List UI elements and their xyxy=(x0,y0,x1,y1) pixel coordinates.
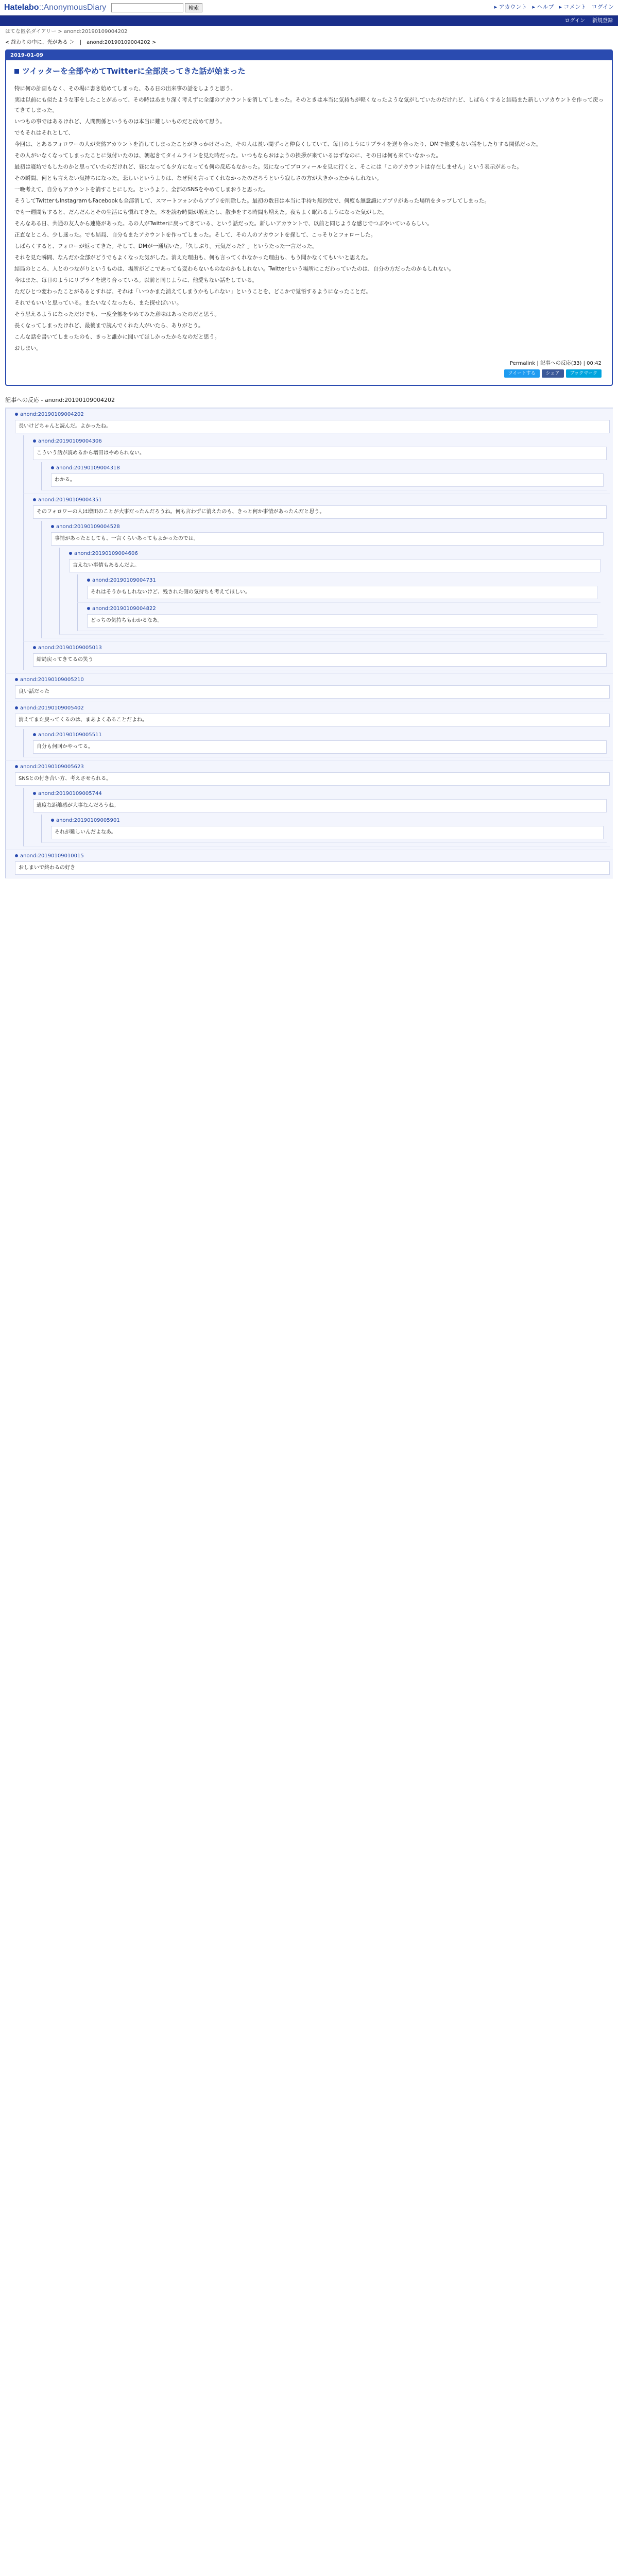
bullet-icon xyxy=(15,765,18,768)
comment-body: 適度な距離感が大事なんだろうね。 xyxy=(33,799,607,812)
comment-header xyxy=(33,437,607,445)
comment-permalink[interactable]: anond:20190109010015 xyxy=(20,853,84,859)
comment-header xyxy=(51,523,604,531)
logo-main: Hatelabo xyxy=(4,3,39,12)
comment-body: 言えない事情もあるんだよ。 xyxy=(69,559,600,572)
article-paragraph: 結局のところ、人とのつながりというものは、場所がどこであっても変わらないものなのかもしれない。Twitterという場所にこだわっていたのは、自分の方だったのかもしれない。 xyxy=(14,265,454,272)
article-paragraph: 今はまた、毎日のようにリプライを送り合っている。以前と同じように、他愛もない話をしている。 xyxy=(14,277,258,283)
comment-body: 長いけどちゃんと読んだ。よかったね。 xyxy=(15,420,610,433)
comment xyxy=(23,642,610,670)
comment xyxy=(23,729,610,757)
breadcrumb[interactable]: はてな匿名ダイアリー > anond:20190109004202 xyxy=(5,29,128,35)
bullet-icon xyxy=(87,579,90,582)
article-footer[interactable]: Permalink | 記事への反応(33) | 00:42 xyxy=(509,360,602,366)
comment xyxy=(23,788,610,846)
article-paragraph: 正直なところ、少し迷った。でも結局、自分もまたアカウントを作ってしまった。そして、その人のアカウントを探して、こっそりとフォローした。 xyxy=(14,231,376,238)
top-links xyxy=(494,3,614,12)
article xyxy=(5,49,613,386)
sub-bar xyxy=(0,15,618,26)
article-paragraph: そんなある日、共通の友人から連絡があった。あの人がTwitterに戻ってきている、という話だった。新しいアカウントで、以前と同じような感じでつぶやいているらしい。 xyxy=(14,220,433,227)
article-paragraph: 最初は寝坊でもしたのかと思っていたのだけれど、昼になっても夕方になっても何の反応もなかった。気になってプロフィールを見に行くと、そこには「このアカウントは存在しません」という表示があった。 xyxy=(14,163,522,170)
comment xyxy=(23,494,610,642)
article-title-text: ツイッターを全部やめてTwitterに全部戻ってきた話が始まった xyxy=(22,66,246,76)
article-paragraph: 今回は、とあるフォロワーの人が突然アカウントを消してしまったことがきっかけだった。その人は長い間ずっと仲良くしていて、毎日のようにリプライを送り合ったり、DMで他愛もない話をしたりする関係だった。 xyxy=(14,141,542,147)
comment-body: 消えてまた戻ってくるのは、まあよくあることだよね。 xyxy=(15,714,610,727)
toplink-comment[interactable]: ▸ コメント xyxy=(559,4,587,11)
comment-permalink[interactable]: anond:20190109005744 xyxy=(38,791,102,796)
comment xyxy=(23,435,610,494)
comment-body: 自分も何回かやってる。 xyxy=(33,740,607,754)
bullet-icon xyxy=(51,525,54,528)
comment-header xyxy=(15,676,610,684)
comment xyxy=(41,462,607,490)
comment-permalink[interactable]: anond:20190109005210 xyxy=(20,677,84,683)
comment-replies xyxy=(15,788,610,846)
bullet-icon xyxy=(87,607,90,610)
comment-header xyxy=(51,464,604,472)
top-bar xyxy=(0,0,618,15)
bullet-icon xyxy=(15,413,18,416)
comment xyxy=(5,850,613,878)
article-paragraph: 一晩考えて、自分もアカウントを消すことにした。というより、全部のSNSをやめてしまおうと思った。 xyxy=(14,186,269,193)
prev-next-nav[interactable]: < 終わりの中に、光がある ＞ | anond:20190109004202 > xyxy=(5,40,157,45)
logo-sub: ::AnonymousDiary xyxy=(39,3,107,12)
comment-permalink[interactable]: anond:20190109005402 xyxy=(20,705,84,711)
article-paragraph: その人がいなくなってしまったことに気付いたのは、朝起きてタイムラインを見た時だった。いつもならおはようの挨拶が来ているはずなのに、その日は何も来ていなかった。 xyxy=(14,152,441,159)
comment-body: おしまいで終わるの好き xyxy=(15,861,610,875)
comment xyxy=(5,761,613,850)
comment xyxy=(5,702,613,761)
comment-replies xyxy=(33,521,607,638)
comment-header xyxy=(33,496,607,504)
article-paragraph: そうしてTwitterもInstagramもFacebookも全部消して、スマートフォンからアプリを削除した。最初の数日は本当に手持ち無沙汰で、何度も無意識にアプリがあった場所をタップしてしまった。 xyxy=(14,197,490,204)
comment-permalink[interactable]: anond:20190109004606 xyxy=(74,551,138,556)
article-paragraph: それを見た瞬間、なんだか全部がどうでもよくなった気がした。消えた理由も、何も言ってくれなかった理由も、もう聞かなくてもいいと思えた。 xyxy=(14,254,371,261)
comment xyxy=(41,521,607,638)
comment-permalink[interactable]: anond:20190109004822 xyxy=(92,606,156,612)
comment-header xyxy=(15,704,610,712)
comment-permalink[interactable]: anond:20190109004731 xyxy=(92,578,156,583)
comment-permalink[interactable]: anond:20190109004306 xyxy=(38,438,102,444)
comments-tree xyxy=(5,408,613,878)
article-paragraph: ただひとつ変わったことがあるとすれば、それは「いつかまた消えてしまうかもしれない」ということを、どこかで覚悟するようになったことだ。 xyxy=(14,288,371,295)
bullet-icon xyxy=(33,439,36,443)
comment-replies xyxy=(51,548,604,635)
comment xyxy=(41,815,607,843)
comment-header xyxy=(15,763,610,771)
article-paragraph: いつもの事ではあるけれど、人間関係というものは本当に難しいものだと改めて思う。 xyxy=(14,118,226,125)
article-paragraph: しばらくすると、フォローが返ってきた。そして、DMが一通届いた。「久しぶり。元気だった？」というたった一言だった。 xyxy=(14,243,318,249)
bullet-icon xyxy=(69,552,72,555)
article-paragraph: 特に何の計画もなく、その場に書き始めてしまった、ある日の出来事の話をしようと思う。 xyxy=(14,85,236,92)
comment-body: 良い話だった xyxy=(15,685,610,699)
toplink-login[interactable]: ログイン xyxy=(591,4,614,11)
comment-replies xyxy=(15,435,610,670)
comment-permalink[interactable]: anond:20190109005511 xyxy=(38,732,102,738)
comment-header xyxy=(33,731,607,739)
article-body xyxy=(6,60,612,385)
comment xyxy=(77,603,600,631)
comment-replies xyxy=(69,574,600,631)
bullet-icon xyxy=(33,733,36,736)
comment-permalink[interactable]: anond:20190109004318 xyxy=(56,465,120,471)
share-buttons xyxy=(14,369,604,381)
bullet-icon xyxy=(15,854,18,857)
comment-permalink[interactable]: anond:20190109005901 xyxy=(56,818,120,823)
comment-body: 事情があったとしても、一言くらいあってもよかったのでは。 xyxy=(51,532,604,546)
comment-header xyxy=(33,644,607,652)
comment-body: こういう話が読めるから増田はやめられない。 xyxy=(33,447,607,460)
article-paragraph: 実は以前にも似たような事をしたことがあって、その時はあまり深く考えずに全部のアカウントを消してしまった。そのときは本当に気持ちが軽くなったような気がしていたのだけれど、しばらくすると結局また新しいアカウントを作って戻ってきてしまった。 xyxy=(14,96,604,113)
title-square-icon xyxy=(14,69,19,74)
article-paragraph: 長くなってしまったけれど、最後まで読んでくれた人がいたら、ありがとう。 xyxy=(14,322,204,329)
comment-header xyxy=(51,817,604,824)
bullet-icon xyxy=(33,646,36,649)
bullet-icon xyxy=(15,678,18,681)
comment-replies xyxy=(33,462,607,490)
search-button[interactable]: 検索 xyxy=(185,3,202,12)
comment-body: 結局戻ってきてるの笑う xyxy=(33,653,607,667)
comment-permalink[interactable]: anond:20190109005013 xyxy=(38,645,102,651)
comment-permalink[interactable]: anond:20190109004351 xyxy=(38,497,102,503)
article-paragraph: そう思えるようになっただけでも、一度全部をやめてみた意味はあったのだと思う。 xyxy=(14,311,220,317)
comment xyxy=(5,674,613,702)
comment-header xyxy=(87,605,597,613)
register-link[interactable]: 新規登録 xyxy=(592,18,613,24)
comment-permalink[interactable]: anond:20190109004202 xyxy=(20,412,84,417)
comment-header xyxy=(69,550,600,557)
hatena-bookmark-button[interactable]: ブックマーク xyxy=(566,369,602,378)
comment-permalink[interactable]: anond:20190109004528 xyxy=(56,524,120,530)
comment xyxy=(59,548,604,635)
article-paragraphs xyxy=(14,83,604,353)
bullet-icon xyxy=(33,792,36,795)
comment xyxy=(5,409,613,674)
comment-replies xyxy=(15,729,610,757)
comment-body: そのフォロワーの人は増田のことが大事だったんだろうね。何も言わずに消えたのも、きっと何か事情があったんだと思う。 xyxy=(33,505,607,519)
login-link[interactable]: ログイン xyxy=(564,18,585,24)
article-paragraph: その瞬間、何とも言えない気持ちになった。悲しいというよりは、なぜ何も言ってくれなかったのだろうという寂しさの方が大きかったかもしれない。 xyxy=(14,175,382,181)
comment-permalink[interactable]: anond:20190109005623 xyxy=(20,764,84,770)
site-logo[interactable] xyxy=(4,2,106,14)
comment-header xyxy=(33,790,607,798)
comment-replies xyxy=(33,815,607,843)
comment-body: わかる。 xyxy=(51,473,604,487)
tweet-button[interactable]: ツイートする xyxy=(504,369,540,378)
comment xyxy=(77,574,600,603)
article-paragraph: それでもいいと思っている。またいなくなったら、また探せばいい。 xyxy=(14,299,182,306)
article-paragraph: こんな話を書いてしまったのも、きっと誰かに聞いてほしかったからなのだと思う。 xyxy=(14,333,220,340)
toplink-help[interactable]: ▸ ヘルプ xyxy=(532,4,554,11)
article-date: 2019-01-09 xyxy=(6,50,612,60)
comment-header xyxy=(87,577,597,584)
article-paragraph: でもそれはそれとして、 xyxy=(14,129,74,136)
page-footer xyxy=(0,878,618,899)
article-paragraph: おしまい。 xyxy=(14,345,42,351)
article-paragraph: でも一週間もすると、だんだんとその生活にも慣れてきた。本を読む時間が増えたし、散歩をする時間も増えた。夜もよく眠れるようになった気がした。 xyxy=(14,209,388,215)
bullet-icon xyxy=(51,819,54,822)
comment-body: SNSとの付き合い方、考えさせられる。 xyxy=(15,772,610,786)
search-input[interactable] xyxy=(111,3,183,12)
facebook-share-button[interactable]: シェア xyxy=(542,369,564,378)
toplink-account[interactable]: ▸ アカウント xyxy=(494,4,527,11)
comments-heading: 記事への反応 - anond:20190109004202 xyxy=(5,396,115,403)
comment-body: それはそうかもしれないけど、残された側の気持ちも考えてほしい。 xyxy=(87,586,597,599)
comment-body: それが難しいんだよなあ。 xyxy=(51,826,604,839)
bullet-icon xyxy=(33,498,36,501)
comment-header xyxy=(15,852,610,860)
bullet-icon xyxy=(51,466,54,469)
comment-body: どっちの気持ちもわかるなあ。 xyxy=(87,614,597,628)
article-title xyxy=(14,65,604,77)
bullet-icon xyxy=(15,706,18,709)
comment-header xyxy=(15,411,610,418)
